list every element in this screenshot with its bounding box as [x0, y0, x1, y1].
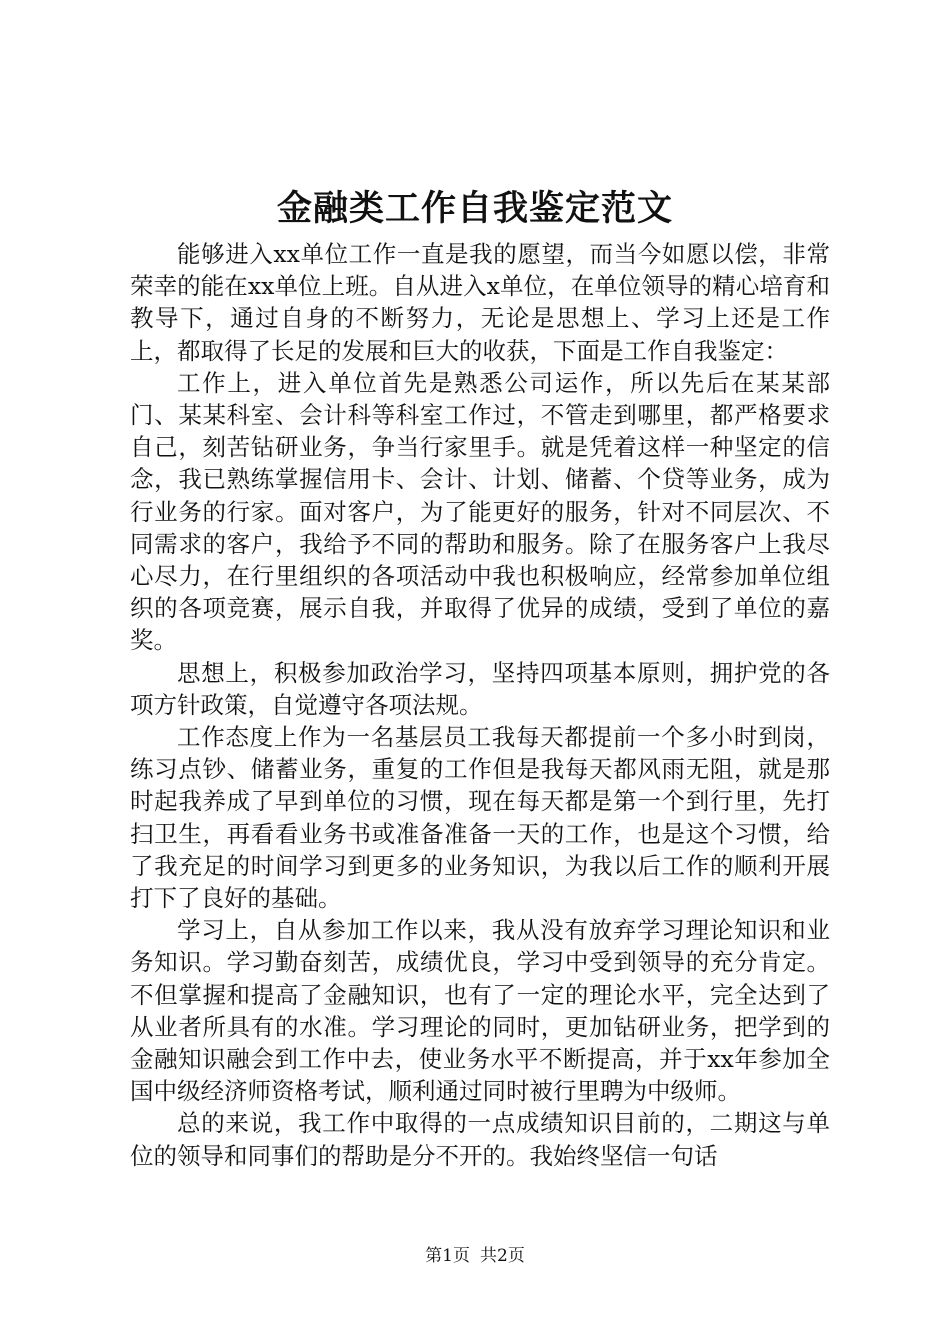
paragraph-study: 学习上，自从参加工作以来，我从没有放弃学习理论知识和业务知识。学习勤奋刻苦，成绩优良，学习中受到领导的充分肯定。不但掌握和提高了金融知识，也有了一定的理论水平，完全达到了从业者所具有的水准。学习理论的同时，更加钻研业务，把学到的金融知识融会到工作中去，使业务水平不断提高，并于xx年参加全国中级经济师资格考试，顺利通过同时被行里聘为中级师。 [130, 916, 830, 1106]
paragraph-summary: 总的来说，我工作中取得的一点成绩知识目前的，二期这与单位的领导和同事们的帮助是分不开的。我始终坚信一句话 [130, 1109, 830, 1170]
paragraph-intro: 能够进入xx单位工作一直是我的愿望，而当今如愿以偿，非常荣幸的能在xx单位上班。自从进入x单位，在单位领导的精心培育和教导下，通过自身的不断努力，无论是思想上、学习上还是工作上，都取得了长足的发展和巨大的收获，下面是工作自我鉴定： [130, 240, 830, 365]
page-number: 第1页 [425, 1246, 470, 1266]
paragraph-thought: 思想上，积极参加政治学习，坚持四项基本原则，拥护党的各项方针政策，自觉遵守各项法规。 [130, 658, 830, 719]
paragraph-attitude: 工作态度上作为一名基层员工我每天都提前一个多小时到岗，练习点钞、储蓄业务，重复的工作但是我每天都风雨无阻，就是那时起我养成了早到单位的习惯，现在每天都是第一个到行里，先打扫卫生，再看看业务书或准备准备一天的工作，也是这个习惯，给了我充足的时间学习到更多的业务知识，为我以后工作的顺利开展打下了良好的基础。 [130, 723, 830, 913]
page-total: 共2页 [480, 1246, 525, 1266]
document-title: 金融类工作自我鉴定范文 [276, 188, 673, 229]
page-footer [0, 1244, 950, 1268]
document-body [130, 238, 830, 1172]
paragraph-work: 工作上，进入单位首先是熟悉公司运作，所以先后在某某部门、某某科室、会计科等科室工作过，不管走到哪里，都严格要求自己，刻苦钻研业务，争当行家里手。就是凭着这样一种坚定的信念，我已熟练掌握信用卡、会计、计划、储蓄、个贷等业务，成为行业务的行家。面对客户，为了能更好的服务，针对不同层次、不同需求的客户，我给予不同的帮助和服务。除了在服务客户上我尽心尽力，在行里组织的各项活动中我也积极响应，经常参加单位组织的各项竞赛，展示自我，并取得了优异的成绩，受到了单位的嘉奖。 [130, 368, 830, 655]
